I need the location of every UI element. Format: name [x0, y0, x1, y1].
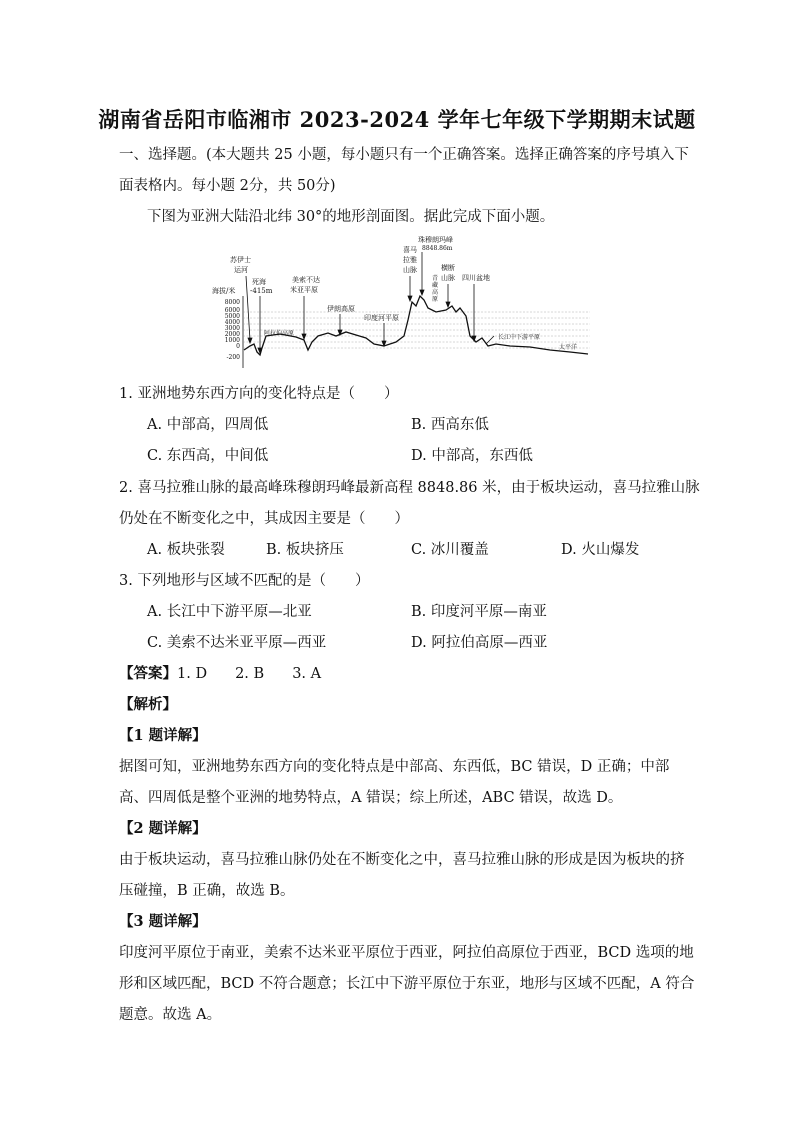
label-suez-1: 苏伊士: [230, 256, 251, 264]
label-tibet-1: 青: [432, 275, 439, 282]
answer-item: 1. D: [177, 666, 208, 682]
ytick: 3000: [224, 325, 240, 332]
label-hima-2: 拉雅: [403, 256, 417, 264]
answer-item: 2. B: [235, 666, 265, 682]
q1-option-a: A. 中部高，四周低: [147, 417, 269, 433]
arrowhead: [302, 334, 306, 339]
answer-item: 3. A: [292, 666, 322, 682]
q2-option-b: B. 板块挤压: [266, 542, 344, 558]
detail-3-line1: 印度河平原位于南亚，美索不达米亚平原位于西亚，阿拉伯高原位于西亚，BCD 选项的地: [119, 945, 694, 961]
arrowhead: [420, 290, 424, 295]
label-yangtze: 长江中下游平原: [498, 334, 541, 341]
label-hengduan-2: 山脉: [441, 274, 455, 282]
arrow-yangtze: [486, 336, 494, 344]
q3-option-a: A. 长江中下游平原—北亚: [147, 604, 312, 620]
q1-option-c: C. 东西高，中间低: [147, 448, 269, 464]
question-1-stem: 1. 亚洲地势东西方向的变化特点是（ ）: [119, 386, 399, 402]
label-indus: 印度河平原: [364, 314, 399, 322]
analysis-label: 【解析】: [119, 696, 177, 713]
detail-1-line2: 高、四周低是整个亚洲的地势特点，A 错误；综上所述，ABC 错误，故选 D。: [119, 790, 623, 806]
label-hima-1: 喜马: [403, 246, 417, 254]
label-meso-2: 米亚平原: [290, 286, 318, 294]
figure-intro: 下图为亚洲大陆沿北纬 30°的地形剖面图。据此完成下面小题。: [147, 209, 555, 225]
label-hima-3: 山脉: [403, 266, 417, 274]
label-yaxis: 海拔/米: [212, 287, 236, 295]
ytick: 1000: [224, 337, 240, 344]
detail-2-line2: 压碰撞，B 正确，故选 B。: [119, 883, 295, 899]
question-2-stem-line2: 仍处在不断变化之中，其成因主要是（ ）: [119, 511, 409, 527]
label-meso-1: 美索不达: [292, 276, 320, 284]
arrow-suez: [246, 276, 250, 340]
arrowhead: [472, 336, 476, 341]
q2-option-a: A. 板块张裂: [147, 542, 225, 558]
q3-option-c: C. 美索不达米亚平原—西亚: [147, 635, 327, 651]
section-instructions-line2: 面表格内。每小题 2分，共 50分): [119, 178, 336, 194]
label-iran: 伊朗高原: [327, 305, 355, 313]
detail-1-title: 【1 题详解】: [119, 727, 207, 744]
ytick: 5000: [224, 313, 240, 320]
detail-1-line1: 据图可知，亚洲地势东西方向的变化特点是中部高、东西低，BC 错误，D 正确；中部: [119, 759, 670, 775]
label-sichuan: 四川盆地: [462, 274, 490, 282]
section-instructions-line1: 一、选择题。(本大题共 25 小题，每小题只有一个正确答案。选择正确答案的序号填入下: [119, 147, 689, 163]
q1-option-d: D. 中部高，东西低: [411, 448, 533, 464]
answer-line: [119, 664, 321, 684]
detail-2-title: 【2 题详解】: [119, 820, 207, 837]
ytick: 6000: [224, 307, 240, 314]
detail-2-line1: 由于板块运动，喜马拉雅山脉仍处在不断变化之中，喜马拉雅山脉的形成是因为板块的挤: [119, 852, 685, 868]
ytick: 0: [236, 343, 240, 350]
label-hengduan-1: 横断: [441, 264, 455, 272]
arrowhead: [446, 302, 450, 307]
question-2-stem-line1: 2. 喜马拉雅山脉的最高峰珠穆朗玛峰最新高程 8848.86 米，由于板块运动，喜马拉雅山脉: [119, 480, 700, 496]
label-deadsea: 死海: [252, 278, 266, 286]
terrain-profile-figure: [200, 232, 600, 372]
q2-option-d: D. 火山爆发: [561, 542, 640, 558]
label-everest: 珠穆朗玛峰: [418, 236, 453, 244]
q3-option-d: D. 阿拉伯高原—西亚: [411, 635, 548, 651]
arrowhead: [248, 338, 252, 343]
q2-option-c: C. 冰川覆盖: [411, 542, 489, 558]
label-suez-2: 运河: [234, 266, 248, 274]
ytick: -200: [226, 354, 240, 361]
detail-3-title: 【3 题详解】: [119, 913, 207, 930]
label-tibet-4: 原: [432, 296, 439, 303]
ytick: 8000: [224, 299, 240, 306]
page-title: 湖南省岳阳市临湘市 2023-2024 学年七年级下学期期末试题: [98, 107, 696, 132]
q3-option-b: B. 印度河平原—南亚: [411, 604, 547, 620]
detail-3-line2: 形和区域匹配，BCD 不符合题意；长江中下游平原位于东亚，地形与区域不匹配，A 符合: [119, 976, 695, 992]
question-3-stem: 3. 下列地形与区域不匹配的是（ ）: [119, 573, 370, 589]
label-arab: 阿拉伯高原: [264, 330, 295, 337]
detail-3-line3: 题意。故选 A。: [119, 1007, 222, 1023]
label-tibet-2: 藏: [432, 282, 439, 289]
label-tibet-3: 高: [432, 289, 439, 296]
ytick: 4000: [224, 319, 240, 326]
arrowhead: [408, 296, 412, 301]
label-deadsea-alt: -415m: [250, 287, 273, 295]
ytick: 2000: [224, 331, 240, 338]
label-pacific: 太平洋: [559, 344, 578, 351]
q1-option-b: B. 西高东低: [411, 417, 489, 433]
terrain-profile-line: [244, 296, 588, 355]
answer-label: 【答案】: [119, 665, 177, 682]
label-everest-alt: 8848.86m: [422, 245, 453, 252]
